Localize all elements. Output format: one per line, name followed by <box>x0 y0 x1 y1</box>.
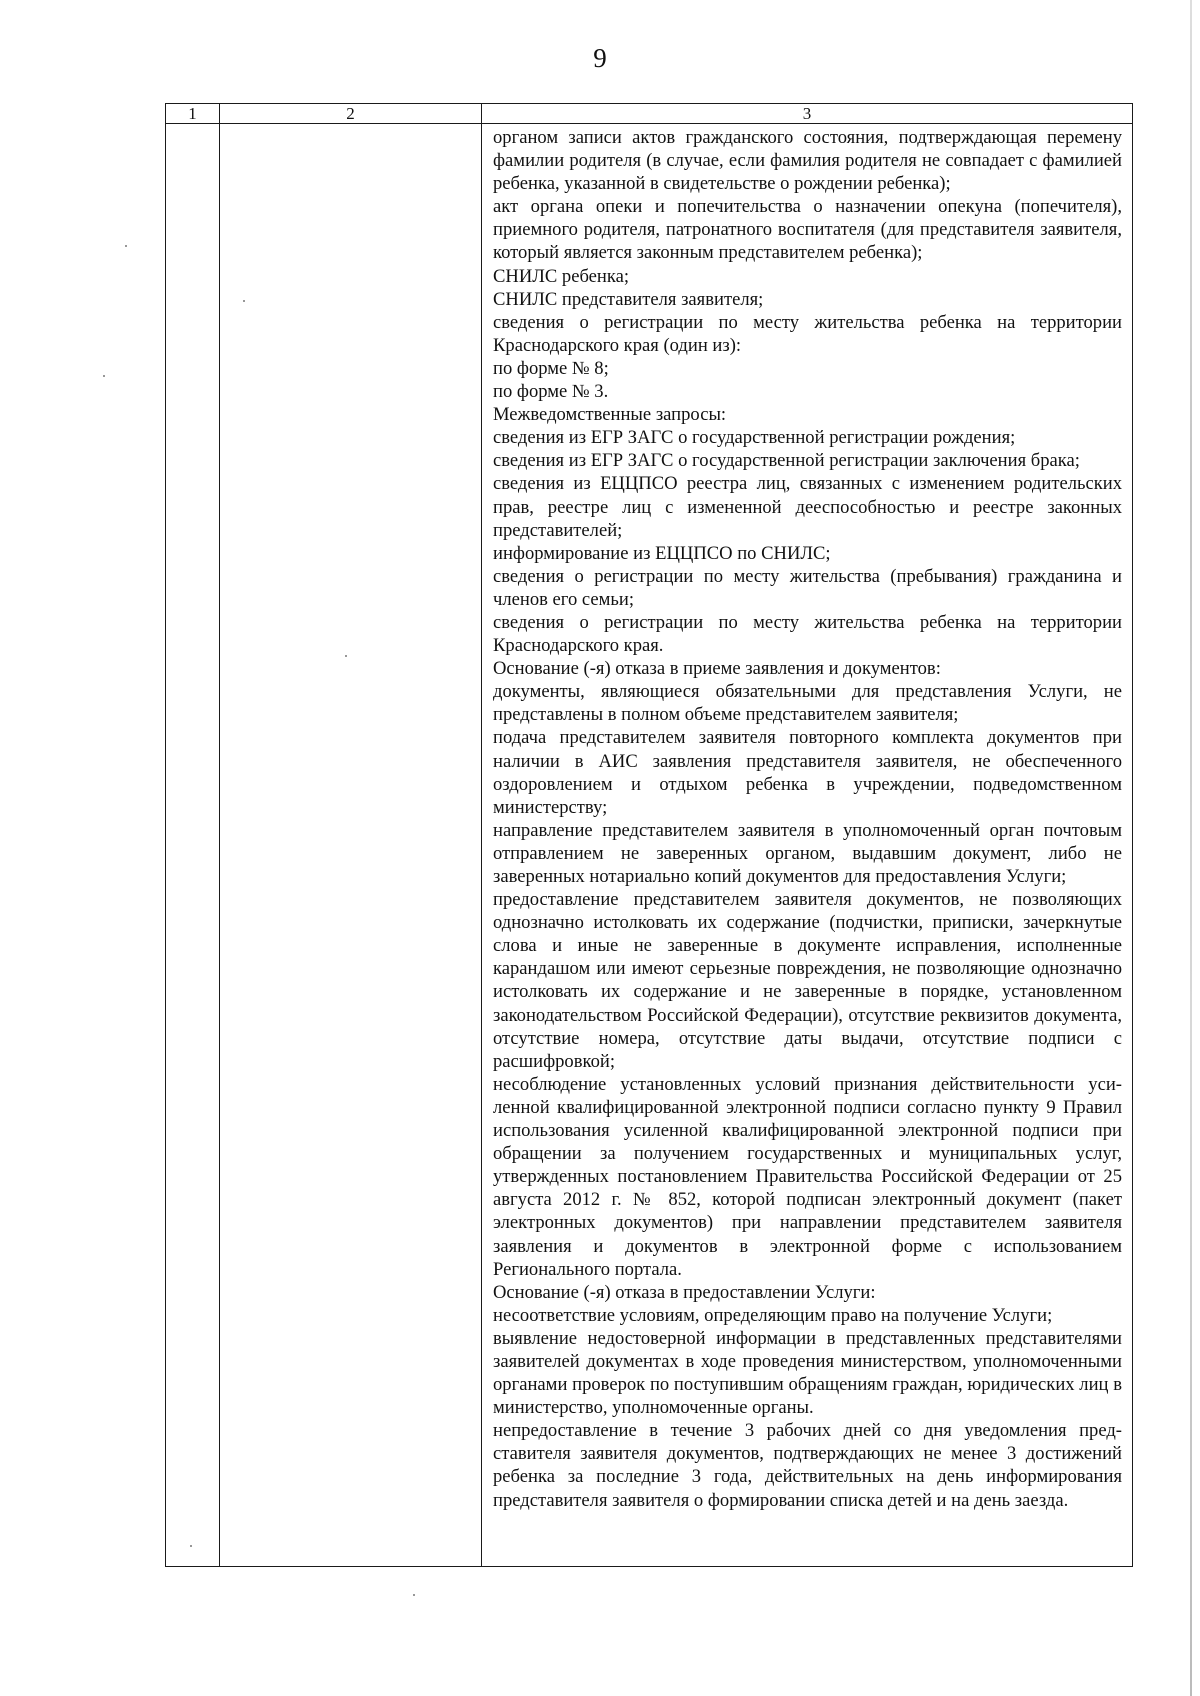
column-header-3: 3 <box>482 104 1133 124</box>
column-header-2: 2 <box>220 104 482 124</box>
page-number: 9 <box>593 43 607 73</box>
column-header-1: 1 <box>166 104 220 124</box>
scan-speck <box>345 655 347 657</box>
paragraph-19: предоставление представителем заявителя документов, не позволяющих однозначно истолковать их содержание (подчистки, приписки, зачеркнутые слова и иные не заверенные в документе исправления, исполненные карандашом или имеют серьезные повреждения, не позволяющие однозначно истолковать их содержание и не заверенные в порядке, установленном законодательством Российской Федерации), отсутствие реквизитов документа, отсутствие номера, отсутствие даты выдачи, отсутствие подписи с расшифровкой; <box>493 889 1122 1072</box>
paragraph-18: направление представителем заявителя в уполномоченный орган почтовым отправлением не заверенных органом, выдавшим документ, либо не заверенных нотариально копий документов для предоставления Услуги; <box>493 819 1122 887</box>
scan-speck <box>413 1594 415 1596</box>
paragraph-12: информирование из ЕЦЦПСО по СНИЛС; <box>493 542 831 564</box>
scan-speck <box>190 1545 192 1547</box>
paragraph-21: Основание (-я) отказа в предоставлении Услуги: <box>493 1281 876 1303</box>
paragraph-6: по форме № 8; <box>493 357 609 379</box>
paragraph-10: сведения из ЕГР ЗАГС о государственной регистрации заключения брака; <box>493 450 1080 472</box>
column-1-cell <box>166 124 220 1567</box>
paragraph-9: сведения из ЕГР ЗАГС о государственной регистрации рождения; <box>493 427 1016 449</box>
column-3-cell <box>482 124 1133 1567</box>
paragraph-17: подача представителем заявителя повторного комплекта документов при наличии в АИС заявления представителя заявителя, не обеспеченного оздоровлением и отдыхом ребенка в учреждении, подведомственном министерству; <box>493 727 1122 818</box>
paragraph-15: Основание (-я) отказа в приеме заявления и документов: <box>493 658 941 680</box>
paragraph-11: сведения из ЕЦЦПСО реестра лиц, связанных с изменением родительских прав, реестре лиц с измененной дееспособностью и реестре законных представителей; <box>493 473 1122 541</box>
paragraph-22: несоответствие условиям, определяющим право на получение Услуги; <box>493 1304 1053 1326</box>
scan-speck <box>125 245 127 247</box>
paragraph-4: СНИЛС представителя заявителя; <box>493 288 764 310</box>
scan-speck <box>103 375 105 377</box>
paragraph-14: сведения о регистрации по месту жительства ребенка на территории Краснодарского края. <box>493 611 1122 657</box>
paragraph-8: Межведомственные запросы: <box>493 404 727 426</box>
paragraph-3: СНИЛС ребенка; <box>493 265 630 287</box>
table-body-row <box>166 124 1133 1567</box>
table-header-row <box>166 104 1133 124</box>
paragraph-24: непредоставление в течение 3 рабочих дней со дня уведомления представителя заявителя документов, подтверждающих не менее 3 достижений ребенка за последние 3 года, действительных на день информирования представителя заявителя о формировании списка детей и на день заезда. <box>493 1420 1122 1511</box>
document-table <box>165 103 1133 1567</box>
paragraph-13: сведения о регистрации по месту жительства (пребывания) гражданина и членов его семьи; <box>493 565 1122 610</box>
paragraph-2: акт органа опеки и попечительства о назначении опекуна (попечителя), приемного родителя, патронатного воспитателя (для представителя заявителя, который является законным представителем ребенка); <box>493 196 1122 264</box>
scan-edge-shadow <box>1190 0 1192 1696</box>
paragraph-20: несоблюдение установленных условий признания действительности усиленной квалифицированной электронной подписи согласно пункту 9 Правил использования усиленной квалифицированной электронной подписи при обращении за получением государственных и муниципальных услуг, утвержденных постановлением Правительства Российской Федерации от 25 августа 2012 г. № 852, которой подписан электронный документ (пакет электронных документов) при направлении представителем заявителя заявления и документов в электронной форме с использованием Регионального портала. <box>493 1073 1122 1280</box>
scan-speck <box>243 300 245 302</box>
paragraph-23: выявление недостоверной информации в представленных представителями заявителей документах в ходе проведения министерством, уполномоченными органами проверок по поступившим обращениям граждан, юридических лиц в министерство, уполномоченные органы. <box>493 1327 1122 1419</box>
paragraph-1: органом записи актов гражданского состояния, подтверждающая перемену фамилии родителя (в случае, если фамилия родителя не совпадает с фамилией ребенка, указанной в свидетельстве о рождении ребенка); <box>493 127 1122 195</box>
paragraph-16: документы, являющиеся обязательными для представления Услуги, не представлены в полном объеме представителем заявителя; <box>493 681 1122 726</box>
paragraph-5: сведения о регистрации по месту жительства ребенка на территории Краснодарского края (один из): <box>493 311 1122 356</box>
column-2-cell <box>220 124 482 1567</box>
paragraph-7: по форме № 3. <box>493 381 609 403</box>
